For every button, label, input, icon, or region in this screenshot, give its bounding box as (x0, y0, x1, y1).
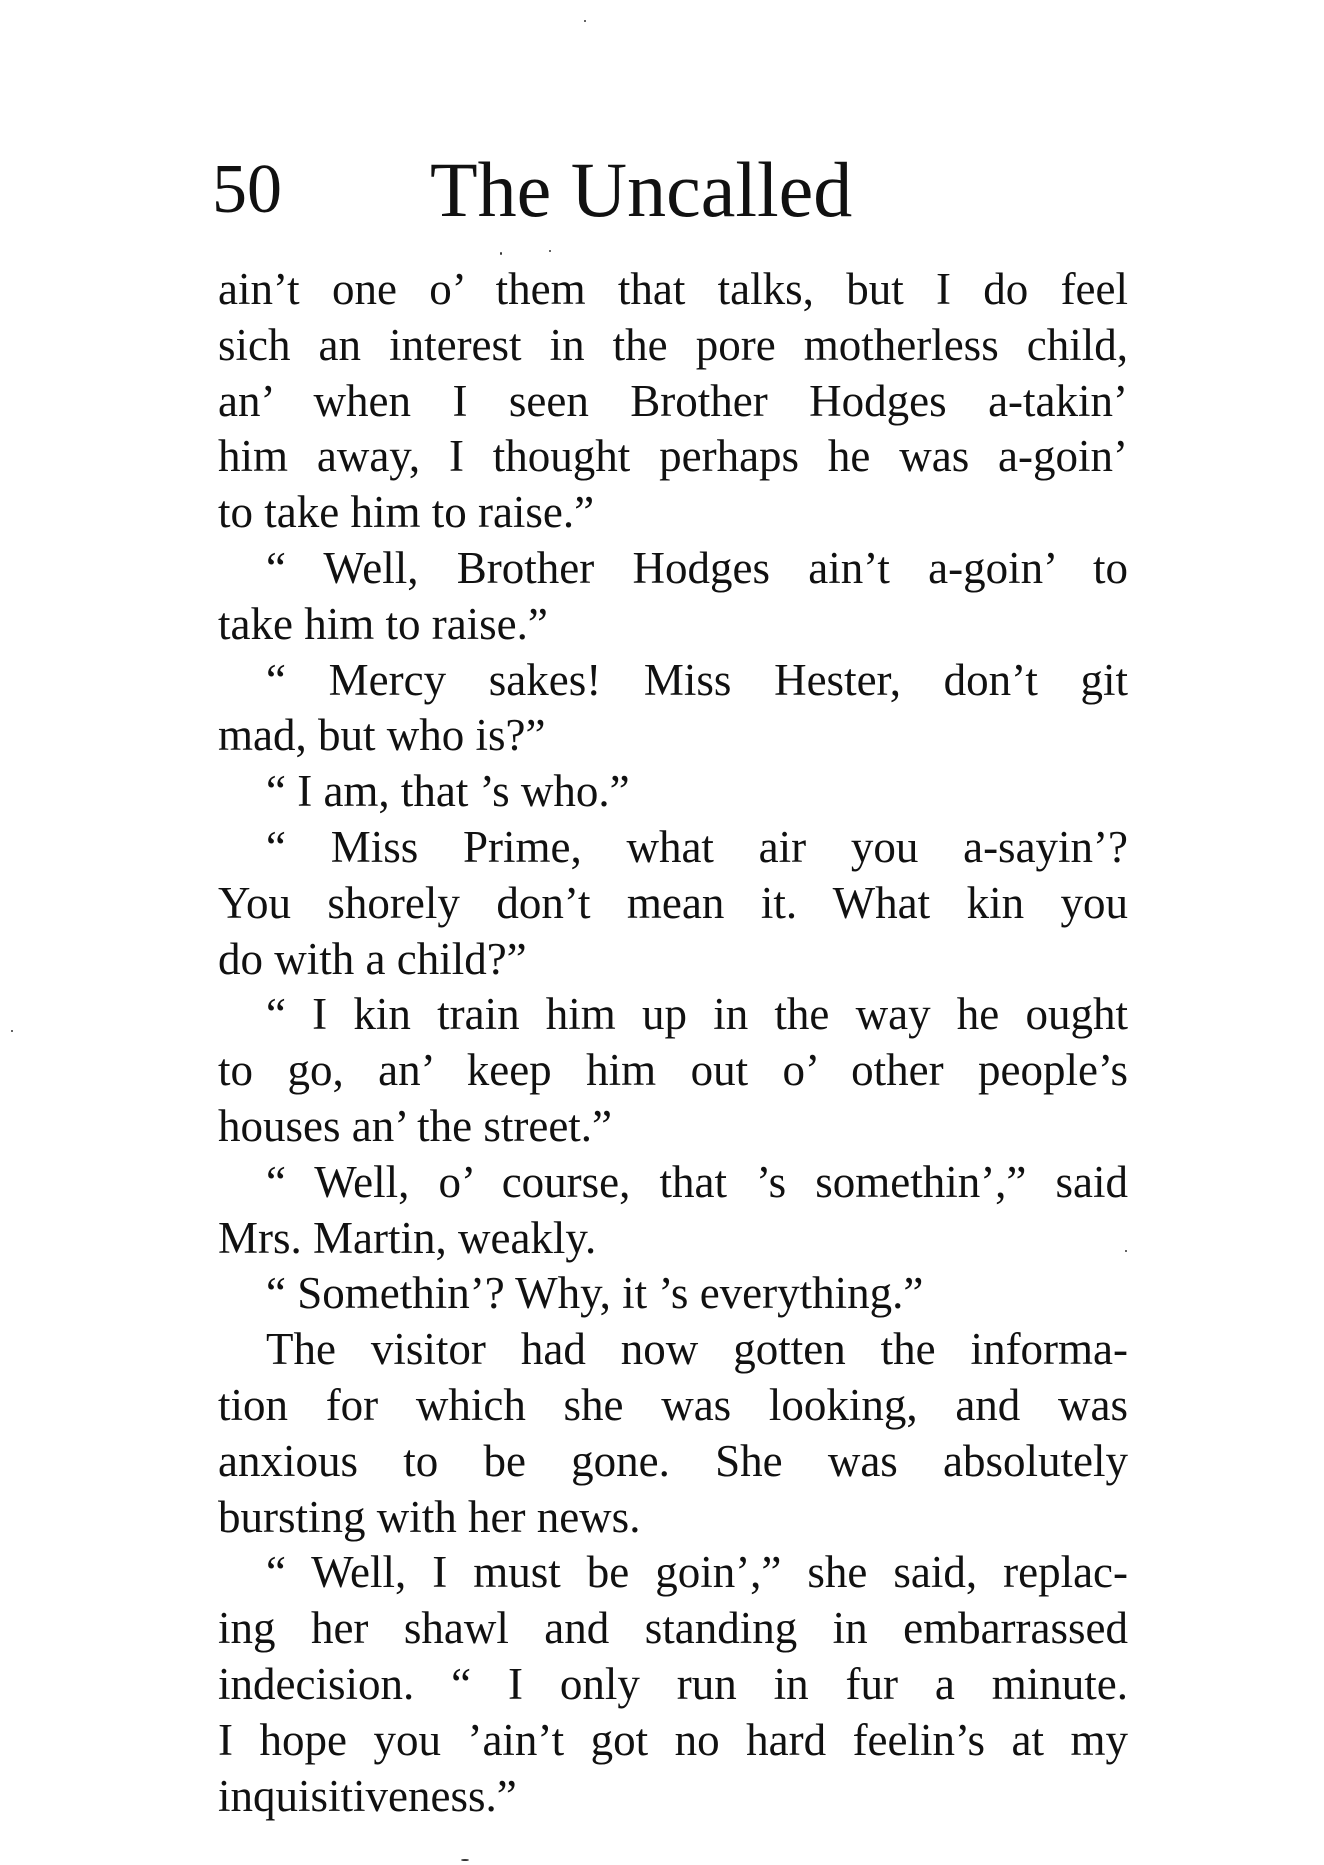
text-line: ing her shawl and standing in embarrassed (218, 1603, 1128, 1654)
text-line: The visitor had now gotten the informa- (266, 1324, 1128, 1375)
text-line: “ Somethin’? Why, it ’s everything.” (266, 1268, 924, 1319)
text-line: an’ when I seen Brother Hodges a-takin’ (218, 375, 1128, 426)
text-line: “ Mercy sakes! Miss Hester, don’t git (266, 654, 1128, 705)
text-line: bursting with her news. (218, 1491, 641, 1542)
text-line: sich an interest in the pore motherless child, (218, 319, 1128, 370)
running-title: The Uncalled (430, 146, 853, 233)
text-line: “ Well, Brother Hodges ain’t a-goin’ to (266, 542, 1128, 593)
running-header (212, 146, 1112, 233)
text-line: houses an’ the street.” (218, 1100, 613, 1151)
text-line: tion for which she was looking, and was (218, 1379, 1128, 1430)
text-line: mad, but who is?” (218, 710, 546, 761)
text-line: “ I kin train him up in the way he ought (266, 989, 1128, 1040)
scan-speck (1125, 1250, 1127, 1252)
text-line: I hope you ’ain’t got no hard feelin’s at my (218, 1714, 1128, 1765)
text-line: indecision. “ I only run in fur a minute. (218, 1658, 1128, 1709)
page-number: 50 (212, 151, 282, 228)
text-line: “ Well, I must be goin’,” she said, replac- (266, 1547, 1128, 1598)
scan-speck (461, 1859, 469, 1861)
text-line: inquisitiveness.” (218, 1770, 517, 1821)
body-text (218, 262, 1128, 1824)
text-line: ain’t one o’ them that talks, but I do feel (218, 264, 1128, 314)
scan-speck (500, 252, 502, 255)
scan-speck (549, 250, 551, 252)
text-line: You shorely don’t mean it. What kin you (218, 877, 1128, 928)
scan-speck (11, 1030, 13, 1032)
text-line: Mrs. Martin, weakly. (218, 1212, 597, 1263)
text-line: anxious to be gone. She was absolutely (218, 1435, 1128, 1486)
text-line: “ Well, o’ course, that ’s somethin’,” said (266, 1156, 1128, 1207)
text-line: do with a child?” (218, 933, 527, 984)
text-line: take him to raise.” (218, 598, 548, 649)
scan-speck (584, 20, 586, 22)
text-line: him away, I thought perhaps he was a-goin’ (218, 431, 1128, 482)
text-line: “ Miss Prime, what air you a-sayin’? (266, 821, 1128, 872)
text-line: to take him to raise.” (218, 487, 595, 538)
text-line: “ I am, that ’s who.” (266, 766, 630, 817)
text-line: to go, an’ keep him out o’ other people’s (218, 1045, 1128, 1096)
